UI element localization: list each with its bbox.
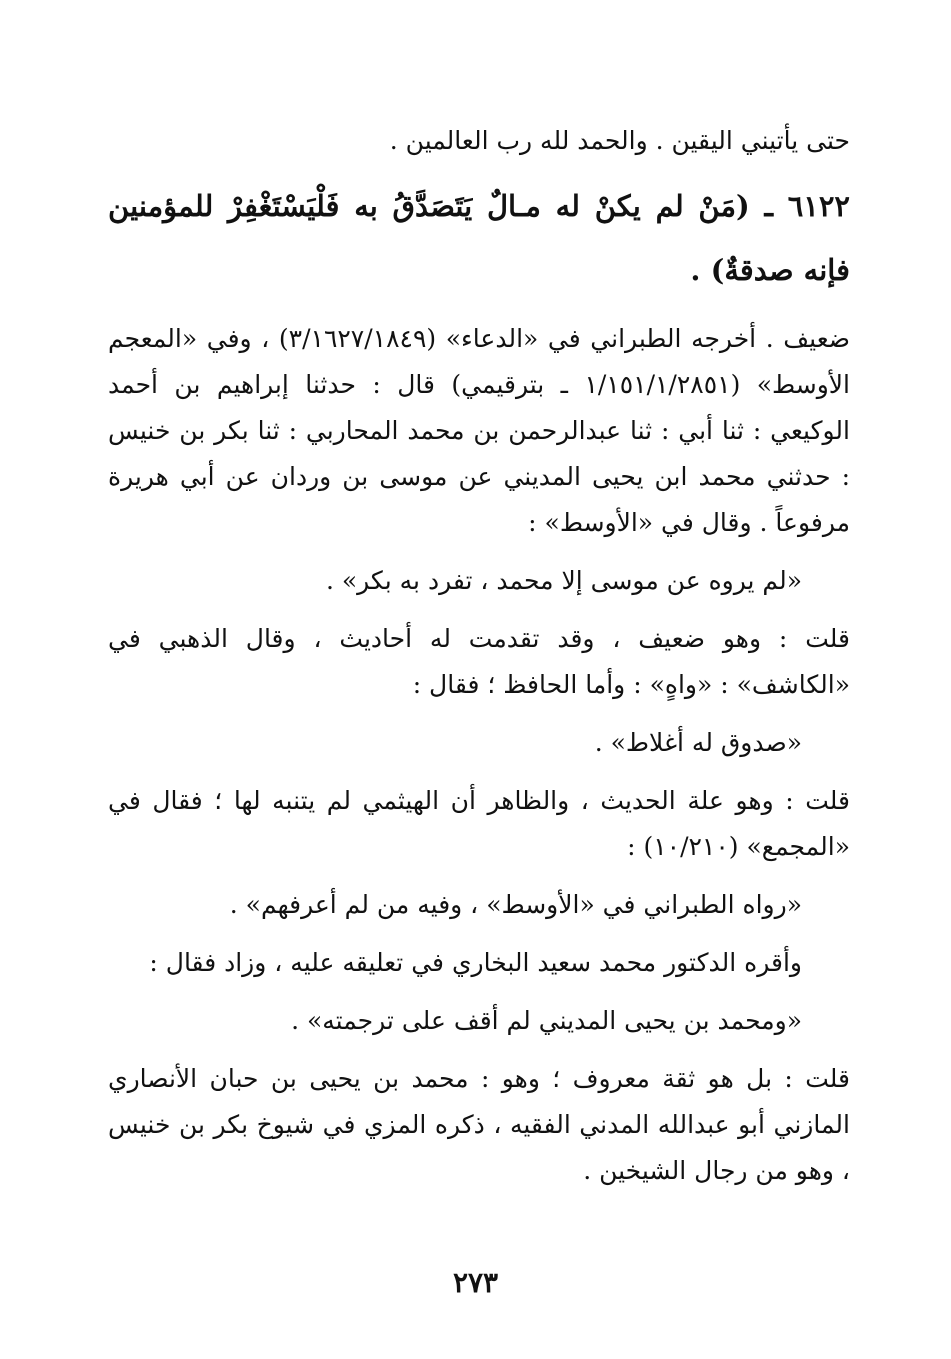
quote-awsat: «لم يروه عن موسى إلا محمد ، تفرد به بكر» .: [325, 566, 802, 595]
paragraph-dhahabi: قلت : وهو ضعيف ، وقد تقدمت له أحاديث ، وقال الذهبي في «الكاشف» : «واهٍ» : وأما الحافظ ؛ فقال :: [108, 624, 850, 699]
page-number: ٢٧٣: [452, 1266, 499, 1299]
quote-hafiz: «صدوق له أغلاط» .: [594, 728, 802, 757]
quote-majma: «رواه الطبراني في «الأوسط» ، وفيه من لم أعرفهم» .: [229, 890, 802, 919]
opening-line: حتى يأتيني اليقين . والحمد لله رب العالمين .: [389, 126, 850, 155]
page-body: [108, 118, 850, 1206]
paragraph-takhrij: ضعيف . أخرجه الطبراني في «الدعاء» (٣/١٦٢٧/١٨٤٩) ، وفي «المعجم الأوسط» (١/١٥١/١/٢٨٥١ ـ بترقيمي) قال : حدثنا إبراهيم بن أحمد الوكيعي : ثنا أبي : ثنا عبدالرحمن بن محمد المحاربي : ثنا بكر بن خنيس : حدثني محمد ابن يحيى المديني عن موسى بن وردان عن أبي هريرة مرفوعاً . وقال في «الأوسط» :: [108, 324, 851, 537]
hadith-heading: ٦١٢٢ ـ (مَنْ لم يكنْ له مـالٌ يَتَصَدَّقُ به فَلْيَسْتَغْفِرْ للمؤمنين فإنه صدقةٌ) .: [108, 189, 850, 287]
quote-madini: «ومحمد بن يحيى المديني لم أقف على ترجمته» .: [291, 1006, 802, 1035]
paragraph-conclusion: قلت : بل هو ثقة معروف ؛ وهو : محمد بن يحيى بن حبان الأنصاري المازني أبو عبدالله المدني الفقيه ، ذكره المزي في شيوخ بكر بن خنيس ، وهو من رجال الشيخين .: [108, 1064, 850, 1185]
quote-bukhari-note: وأقره الدكتور محمد سعيد البخاري في تعليقه عليه ، وزاد فقال :: [149, 948, 802, 977]
paragraph-haythami: قلت : وهو علة الحديث ، والظاهر أن الهيثمي لم يتنبه لها ؛ فقال في «المجمع» (١٠/٢١٠) :: [108, 786, 850, 861]
